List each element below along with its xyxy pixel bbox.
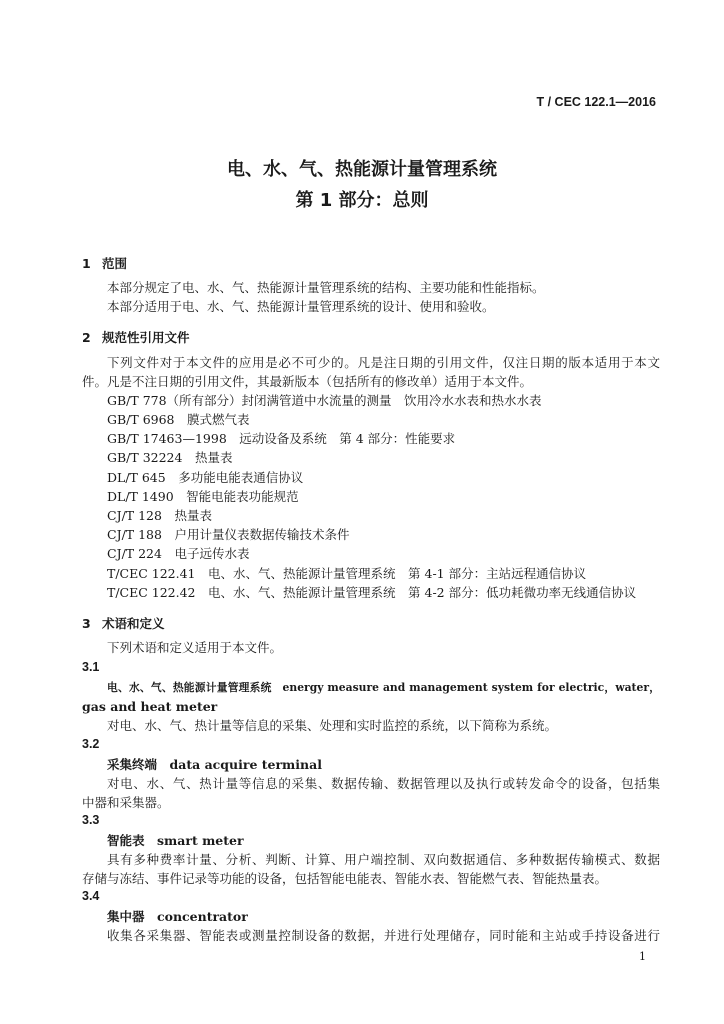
reference-item: DL/T 645 多功能电能表通信协议 xyxy=(107,470,304,485)
term-title: 采集终端 data acquire terminal xyxy=(107,757,322,772)
reference-item: GB/T 17463—1998 远动设备及系统 第 4 部分：性能要求 xyxy=(107,431,456,446)
reference-item: T/CEC 122.41 电、水、气、热能源计量管理系统 第 4-1 部分：主站远程通信协议 xyxy=(107,566,587,581)
section-3-heading xyxy=(82,614,165,632)
term-definition: 对电、水、气、热计量等信息的采集、数据传输、数据管理以及执行或转发命令的设备，包括集 xyxy=(107,776,660,791)
page-number: 1 xyxy=(639,950,646,963)
term-number: 3.4 xyxy=(82,889,100,903)
term-definition: 收集各采集器、智能表或测量控制设备的数据，并进行处理储存，同时能和主站或手持设备进行 xyxy=(107,928,660,943)
doc-title-line2: 第 1 部分：总则 xyxy=(295,190,429,211)
section-2-heading xyxy=(82,328,190,346)
paragraph: 件。凡是不注日期的引用文件，其最新版本（包括所有的修改单）适用于本文件。 xyxy=(82,374,533,389)
paragraph: 下列术语和定义适用于本文件。 xyxy=(107,640,283,655)
paragraph: 下列文件对于本文件的应用是必不可少的。凡是注日期的引用文件，仅注日期的版本适用于本文 xyxy=(107,355,660,370)
section-number: 2 xyxy=(82,330,91,345)
paragraph: 本部分规定了电、水、气、热能源计量管理系统的结构、主要功能和性能指标。 xyxy=(107,280,545,295)
reference-item: GB/T 778（所有部分）封闭满管道中水流量的测量 饮用冷水水表和热水水表 xyxy=(107,393,542,408)
term-title-cont: gas and heat meter xyxy=(82,699,218,714)
term-title: 智能表 smart meter xyxy=(107,833,244,848)
section-1-heading xyxy=(82,254,127,272)
doc-title-line1: 电、水、气、热能源计量管理系统 xyxy=(227,159,497,180)
term-definition-cont: 中器和采集器。 xyxy=(82,795,170,810)
document-code: T / CEC 122.1—2016 xyxy=(536,95,656,109)
term-number: 3.2 xyxy=(82,737,100,751)
reference-item: CJ/T 224 电子远传水表 xyxy=(107,546,250,561)
section-title: 术语和定义 xyxy=(102,616,165,631)
reference-item: GB/T 6968 膜式燃气表 xyxy=(107,412,250,427)
paragraph: 本部分适用于电、水、气、热能源计量管理系统的设计、使用和验收。 xyxy=(107,299,495,314)
term-title: 电、水、气、热能源计量管理系统 energy measure and management system for electric，water， xyxy=(107,681,660,694)
section-number: 3 xyxy=(82,616,91,631)
term-number: 3.1 xyxy=(82,660,100,674)
reference-item: CJ/T 128 热量表 xyxy=(107,508,212,523)
term-title: 集中器 concentrator xyxy=(107,909,248,924)
term-number: 3.3 xyxy=(82,813,100,827)
section-title: 规范性引用文件 xyxy=(102,330,190,345)
reference-item: T/CEC 122.42 电、水、气、热能源计量管理系统 第 4-2 部分：低功耗微功率无线通信协议 xyxy=(107,585,637,600)
section-title: 范围 xyxy=(102,256,128,271)
term-definition: 具有多种费率计量、分析、判断、计算、用户端控制、双向数据通信、多种数据传输模式、数据 xyxy=(107,852,660,867)
section-number: 1 xyxy=(82,256,91,271)
term-definition: 对电、水、气、热计量等信息的采集、处理和实时监控的系统，以下简称为系统。 xyxy=(107,718,558,733)
reference-item: DL/T 1490 智能电能表功能规范 xyxy=(107,489,299,504)
reference-item: GB/T 32224 热量表 xyxy=(107,450,233,465)
reference-item: CJ/T 188 户用计量仪表数据传输技术条件 xyxy=(107,527,350,542)
term-definition-cont: 存储与冻结、事件记录等功能的设备，包括智能电能表、智能水表、智能燃气表、智能热量表。 xyxy=(82,871,608,886)
